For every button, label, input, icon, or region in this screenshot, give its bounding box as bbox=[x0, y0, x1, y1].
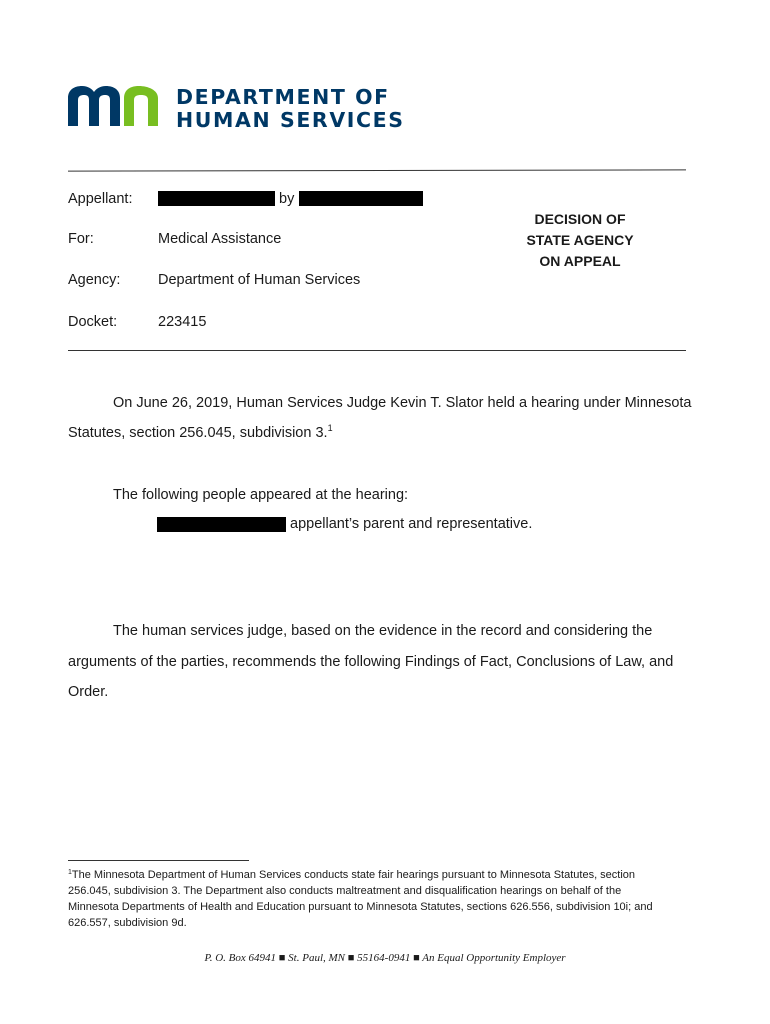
paragraph-3-line-3: Order. bbox=[68, 684, 109, 700]
agency-value: Department of Human Services bbox=[158, 272, 361, 288]
paragraph-3-line-1: The human services judge, based on the evidence in the record and considering the bbox=[113, 623, 653, 639]
decision-line2: STATE AGENCY bbox=[526, 232, 634, 248]
paragraph-1-line-2-text: Statutes, section 256.045, subdivision 3. bbox=[68, 425, 328, 441]
docket-label: Docket: bbox=[68, 314, 118, 330]
footnote-line-1-text: The Minnesota Department of Human Services conducts state fair hearings pursuant to Minnesota Statutes, section bbox=[71, 869, 636, 881]
agency-label: Agency: bbox=[68, 272, 121, 288]
paragraph-3-line-2: arguments of the parties, recommends the following Findings of Fact, Conclusions of Law, and bbox=[68, 654, 674, 670]
footnote-line-2: 256.045, subdivision 3. The Department also conducts maltreatment and disqualification hearings on behalf of the bbox=[68, 885, 622, 897]
top-divider bbox=[68, 169, 686, 171]
decision-line3: ON APPEAL bbox=[539, 253, 621, 269]
docket-value: 223415 bbox=[158, 314, 207, 330]
footnote-line-1 bbox=[68, 867, 708, 883]
footnote-line-4: 626.557, subdivision 9d. bbox=[68, 917, 187, 929]
redacted-representative-name bbox=[299, 191, 423, 206]
bottom-divider bbox=[68, 350, 686, 351]
footnote-marker: 1 bbox=[68, 869, 72, 876]
org-name bbox=[176, 86, 405, 132]
footnote bbox=[68, 867, 708, 931]
redacted-attendee-name bbox=[157, 517, 286, 532]
footnote-divider bbox=[68, 860, 249, 861]
attendee-role: appellant’s parent and representative. bbox=[290, 516, 533, 532]
org-name-line1: DEPARTMENT OF bbox=[176, 85, 390, 109]
attendees-intro: The following people appeared at the hearing: bbox=[113, 487, 409, 503]
paragraph-1-line-1: On June 26, 2019, Human Services Judge Kevin T. Slator held a hearing under Minnesota bbox=[113, 395, 692, 411]
org-name-line2: HUMAN SERVICES bbox=[176, 108, 405, 132]
page-footer: P. O. Box 64941 ■ St. Paul, MN ■ 55164-0941 ■ An Equal Opportunity Employer bbox=[204, 952, 566, 964]
appellant-label: Appellant: bbox=[68, 191, 133, 207]
paragraph-1-line-2 bbox=[68, 425, 333, 441]
decision-line1: DECISION OF bbox=[534, 211, 626, 227]
for-value: Medical Assistance bbox=[158, 231, 282, 247]
footnote-line-3: Minnesota Departments of Health and Education pursuant to Minnesota Statutes, sections 626.556, subdivision 10i; and bbox=[68, 901, 653, 913]
redacted-appellant-name bbox=[158, 191, 275, 206]
decision-heading bbox=[505, 209, 655, 272]
for-label: For: bbox=[68, 231, 94, 247]
appellant-by: by bbox=[279, 191, 295, 207]
footnote-ref: 1 bbox=[327, 423, 333, 433]
